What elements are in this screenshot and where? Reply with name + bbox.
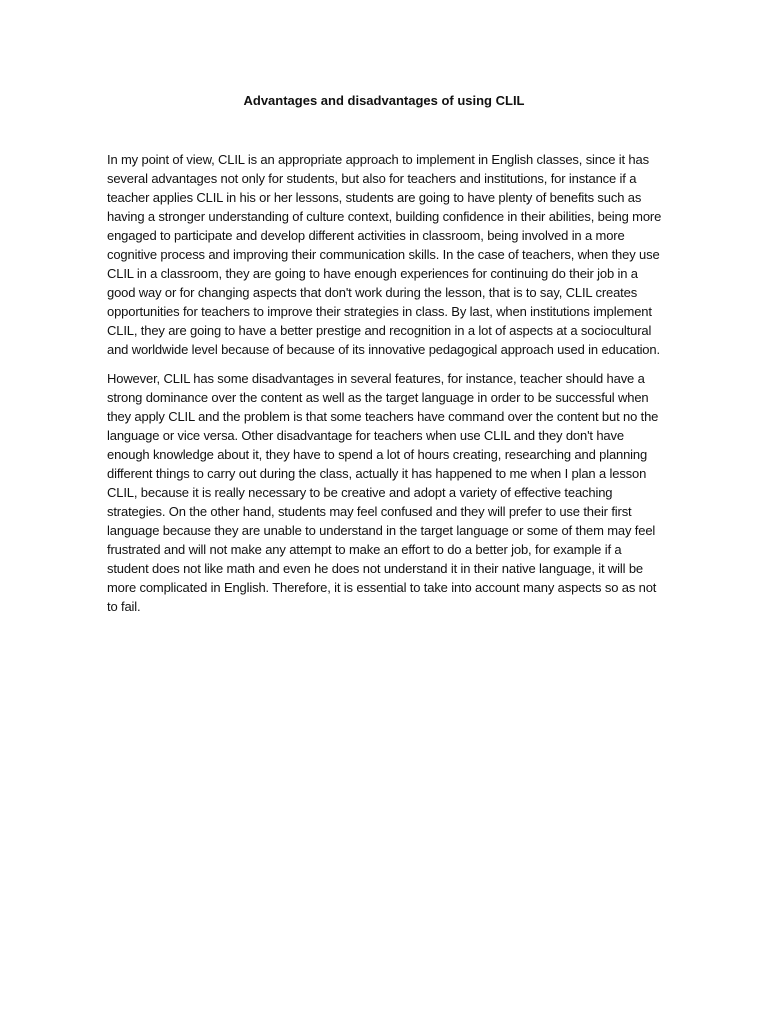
- paragraph-disadvantages: However, CLIL has some disadvantages in several features, for instance, teacher should have a strong dominance over the content as well as the target language in order to be successful when they apply CLIL and the problem is that some teachers have command over the content but no the language or vice versa. Other disadvantage for teachers when use CLIL and they don't have enough knowledge about it, they have to spend a lot of hours creating, researching and planning different things to carry out during the class, actually it has happened to me when I plan a lesson CLIL, because it is really necessary to be creative and adopt a variety of effective teaching strategies. On the other hand, students may feel confused and they will prefer to use their first language because they are unable to understand in the target language or some of them may feel frustrated and will not make any attempt to make an effort to do a better job, for example if a student does not like math and even he does not understand it in their native language, it will be more complicated in English. Therefore, it is essential to take into account many aspects so as not to fail.: [107, 371, 659, 614]
- document-title: Advantages and disadvantages of using CLIL: [243, 93, 525, 108]
- paragraph-advantages: In my point of view, CLIL is an appropriate approach to implement in English classes, since it has several advantages not only for students, but also for teachers and institutions, for instance if a teacher applies CLIL in his or her lessons, students are going to have plenty of benefits such as having a stronger understanding of culture context, building confidence in their abilities, being more engaged to participate and develop different activities in classroom, being involved in a more cognitive process and improving their communication skills. In the case of teachers, when they use CLIL in a classroom, they are going to have enough experiences for continuing do their job in a good way or for changing aspects that don't work during the lesson, that is to say, CLIL creates opportunities for teachers to improve their strategies in class. By last, when institutions implement CLIL, they are going to have a better prestige and recognition in a lot of aspects at a sociocultural and worldwide level because of because of its innovative pedagogical approach used in education.: [107, 152, 662, 357]
- document-body: [107, 150, 663, 626]
